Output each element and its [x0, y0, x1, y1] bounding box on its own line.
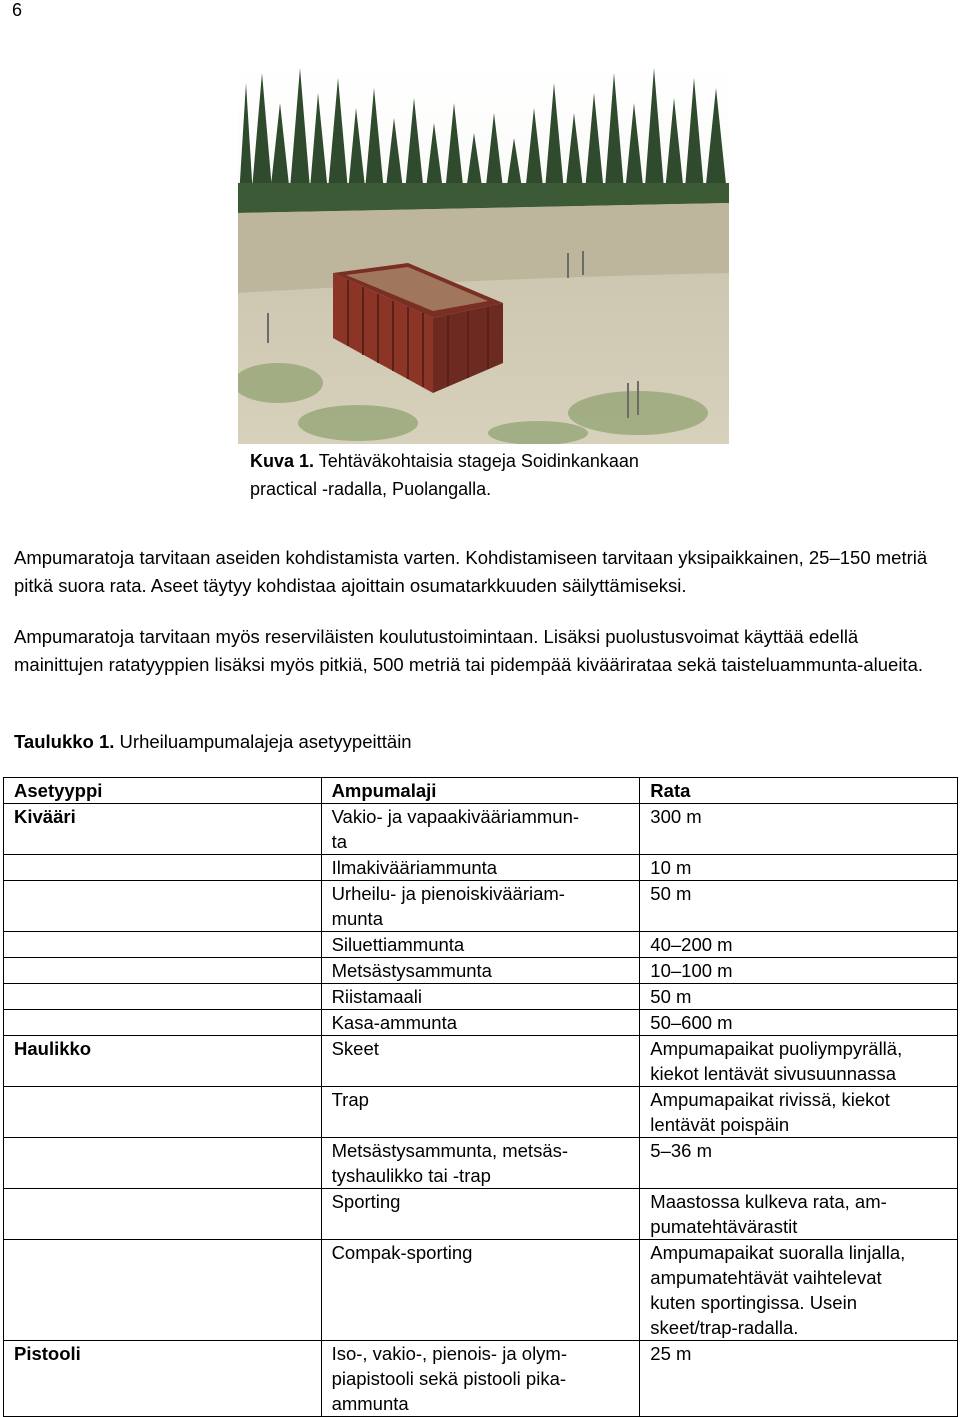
range-cell: Ampumapaikat rivissä, kiekot lentävät poispäin: [640, 1087, 958, 1138]
table-title-text: Urheiluampumalajeja asetyypeittäin: [114, 731, 412, 752]
range-cell: 10–100 m: [640, 958, 958, 984]
table-row: [4, 1240, 958, 1341]
table-row: [4, 804, 958, 855]
discipline-cell: Ilmakivääriammunta: [321, 855, 640, 881]
table-row: [4, 881, 958, 932]
table-title-label: Taulukko 1.: [14, 731, 115, 752]
category-cell: [4, 1189, 322, 1240]
page-number: 6: [12, 0, 23, 20]
table-header-row: [4, 778, 958, 804]
discipline-cell: Riistamaali: [321, 984, 640, 1010]
category-cell: [4, 881, 322, 932]
table-row: [4, 1341, 958, 1417]
range-cell: 50 m: [640, 984, 958, 1010]
table-row: [4, 1087, 958, 1138]
discipline-cell: Skeet: [321, 1036, 640, 1087]
figure-caption: [250, 447, 750, 503]
category-cell: [4, 984, 322, 1010]
discipline-cell: Kasa-ammunta: [321, 1010, 640, 1036]
table-title: [14, 728, 412, 756]
range-cell: 25 m: [640, 1341, 958, 1417]
discipline-cell: Vakio- ja vapaakivääriammun- ta: [321, 804, 640, 855]
shooting-range-photo: [238, 63, 729, 444]
caption-text-line1: Tehtäväkohtaisia stageja Soidinkankaan: [314, 451, 639, 471]
header-asetyyppi: Asetyyppi: [4, 778, 322, 804]
table-row: [4, 1138, 958, 1189]
shooting-disciplines-table: [3, 777, 958, 1417]
range-cell: 40–200 m: [640, 932, 958, 958]
range-cell: 50 m: [640, 881, 958, 932]
range-cell: Ampumapaikat puoliympyrällä, kiekot lentävät sivusuunnassa: [640, 1036, 958, 1087]
caption-label: Kuva 1.: [250, 451, 315, 471]
category-cell: [4, 1087, 322, 1138]
table-row: [4, 1189, 958, 1240]
table-row: [4, 1010, 958, 1036]
header-rata: Rata: [640, 778, 958, 804]
discipline-cell: Metsästysammunta, metsäs- tyshaulikko tai -trap: [321, 1138, 640, 1189]
paragraph-2: Ampumaratoja tarvitaan myös reserviläisten koulutustoimintaan. Lisäksi puolustusvoimat käyttää edellä mainittujen ratatyyppien lisäksi myös pitkiä, 500 metriä tai pidempää kivääriratаa sekä taisteluammunta-alueita.: [14, 626, 923, 675]
category-cell: [4, 1240, 322, 1341]
range-cell: 5–36 m: [640, 1138, 958, 1189]
category-cell: Haulikko: [4, 1036, 322, 1087]
table-row: [4, 855, 958, 881]
discipline-cell: Trap: [321, 1087, 640, 1138]
range-cell: 50–600 m: [640, 1010, 958, 1036]
category-cell: [4, 1138, 322, 1189]
header-ampumalaji: Ampumalaji: [321, 778, 640, 804]
category-cell: [4, 1010, 322, 1036]
discipline-cell: Siluettiammunta: [321, 932, 640, 958]
range-cell: 300 m: [640, 804, 958, 855]
table-row: [4, 1036, 958, 1087]
category-cell: Kivääri: [4, 804, 322, 855]
discipline-cell: Metsästysammunta: [321, 958, 640, 984]
discipline-cell: Iso-, vakio-, pienois- ja olym- piapistooli sekä pistooli pika- ammunta: [321, 1341, 640, 1417]
category-cell: [4, 855, 322, 881]
category-cell: [4, 932, 322, 958]
range-cell: Ampumapaikat suoralla linjalla, ampumatehtävät vaihtelevat kuten sportingissa. Usein skeet/trap-radalla.: [640, 1240, 958, 1341]
discipline-cell: Urheilu- ja pienoiskivääriam- munta: [321, 881, 640, 932]
table-body: [4, 804, 958, 1417]
caption-text-line2: practical -radalla, Puolangalla.: [250, 479, 492, 499]
range-cell: 10 m: [640, 855, 958, 881]
discipline-cell: Sporting: [321, 1189, 640, 1240]
discipline-cell: Compak-sporting: [321, 1240, 640, 1341]
paragraph-1: Ampumaratoja tarvitaan aseiden kohdistamista varten. Kohdistamiseen tarvitaan yksipaikkainen, 25–150 metriä pitkä suora rata. Aseet täytyy kohdistaa ajoittain osumatarkkuuden säilyttämiseksi.: [14, 547, 928, 596]
category-cell: [4, 958, 322, 984]
table-row: [4, 932, 958, 958]
photo-illustration: [238, 63, 729, 444]
table-row: [4, 958, 958, 984]
table-row: [4, 984, 958, 1010]
range-cell: Maastossa kulkeva rata, am- pumatehtävärastit: [640, 1189, 958, 1240]
category-cell: Pistooli: [4, 1341, 322, 1417]
